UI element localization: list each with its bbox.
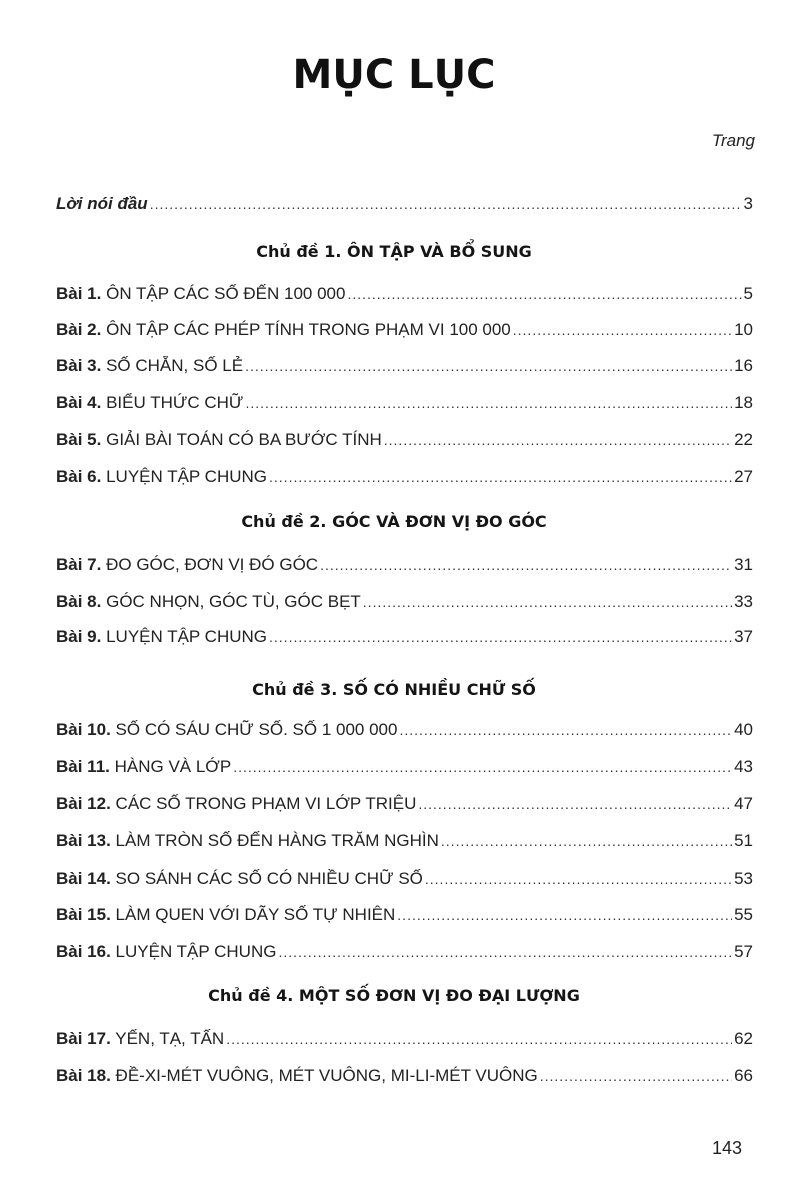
lesson-title: LÀM QUEN VỚI DÃY SỐ TỰ NHIÊN	[115, 905, 396, 924]
lesson-label: Bài 18.	[56, 1066, 111, 1085]
lesson-label: Bài 12.	[56, 794, 111, 813]
lesson-label: Bài 7.	[56, 555, 102, 574]
toc-entry[interactable]	[56, 720, 753, 744]
lesson-page: 10	[734, 320, 753, 339]
lesson-label: Bài 16.	[56, 942, 111, 961]
dot-leader	[233, 759, 732, 775]
lesson-title: LÀM TRÒN SỐ ĐẾN HÀNG TRĂM NGHÌN	[115, 831, 439, 850]
lesson-title: HÀNG VÀ LỚP	[114, 757, 232, 776]
dot-leader	[425, 871, 732, 887]
dot-leader	[441, 833, 732, 849]
toc-entry[interactable]	[56, 627, 753, 651]
lesson-title: LUYỆN TẬP CHUNG	[106, 467, 268, 486]
lesson-title: GÓC NHỌN, GÓC TÙ, GÓC BẸT	[106, 592, 361, 611]
dot-leader	[150, 196, 742, 212]
lesson-page: 66	[734, 1066, 753, 1085]
toc-entry[interactable]	[56, 869, 753, 893]
lesson-label: Bài 1.	[56, 284, 102, 303]
lesson-page: 40	[734, 720, 753, 739]
lesson-label: Bài 5.	[56, 430, 102, 449]
lesson-title: BIỂU THỨC CHỮ	[106, 393, 244, 412]
chapter-heading: Chủ đề 1. ÔN TẬP VÀ BỔ SUNG	[256, 242, 532, 261]
chapter-heading: Chủ đề 2. GÓC VÀ ĐƠN VỊ ĐO GÓC	[241, 512, 547, 531]
lesson-title: ĐỀ-XI-MÉT VUÔNG, MÉT VUÔNG, MI-LI-MÉT VUÔNG	[115, 1066, 538, 1085]
lesson-page: 31	[734, 555, 753, 574]
toc-entry[interactable]	[56, 555, 753, 579]
toc-entry[interactable]	[56, 905, 753, 929]
toc-entry[interactable]	[56, 1029, 753, 1053]
lesson-page: 55	[734, 905, 753, 924]
lesson-page: 62	[734, 1029, 753, 1048]
lesson-page: 51	[734, 831, 753, 850]
lesson-page: 22	[734, 430, 753, 449]
lesson-title: GIẢI BÀI TOÁN CÓ BA BƯỚC TÍNH	[106, 430, 382, 449]
toc-entry-intro[interactable]	[56, 194, 753, 218]
lesson-label: Bài 10.	[56, 720, 111, 739]
lesson-title: CÁC SỐ TRONG PHẠM VI LỚP TRIỆU	[115, 794, 417, 813]
lesson-page: 18	[734, 393, 753, 412]
lesson-title: LUYỆN TẬP CHUNG	[115, 942, 277, 961]
dot-leader	[245, 358, 732, 374]
page-column-label: Trang	[711, 131, 755, 150]
lesson-title: ĐO GÓC, ĐƠN VỊ ĐÓ GÓC	[106, 555, 319, 574]
page-number: 143	[711, 1138, 742, 1158]
lesson-page: 5	[743, 284, 753, 303]
lesson-label: Bài 17.	[56, 1029, 111, 1048]
lesson-page: 53	[734, 869, 753, 888]
lesson-title: ÔN TẬP CÁC SỐ ĐẾN 100 000	[106, 284, 346, 303]
lesson-label: Bài 11.	[56, 757, 110, 776]
chapter-heading: Chủ đề 3. SỐ CÓ NHIỀU CHỮ SỐ	[252, 680, 536, 699]
dot-leader	[397, 907, 732, 923]
lesson-label: Bài 9.	[56, 627, 102, 646]
lesson-label: Bài 13.	[56, 831, 111, 850]
page-title: MỤC LỤC	[292, 52, 496, 98]
dot-leader	[540, 1068, 732, 1084]
toc-entry[interactable]	[56, 320, 753, 344]
toc-entry[interactable]	[56, 831, 753, 855]
dot-leader	[226, 1031, 732, 1047]
toc-entry[interactable]	[56, 1066, 753, 1090]
dot-leader	[269, 629, 732, 645]
toc-entry[interactable]	[56, 393, 753, 417]
toc-entry[interactable]	[56, 592, 753, 616]
toc-entry[interactable]	[56, 284, 753, 308]
dot-leader	[384, 432, 732, 448]
dot-leader	[269, 469, 732, 485]
dot-leader	[245, 395, 732, 411]
toc-entry[interactable]	[56, 794, 753, 818]
toc-entry[interactable]	[56, 467, 753, 491]
toc-entry[interactable]	[56, 356, 753, 380]
dot-leader	[278, 944, 732, 960]
chapter-heading: Chủ đề 4. MỘT SỐ ĐƠN VỊ ĐO ĐẠI LƯỢNG	[208, 986, 580, 1005]
lesson-page: 37	[734, 627, 753, 646]
lesson-title: LUYỆN TẬP CHUNG	[106, 627, 268, 646]
lesson-page: 43	[734, 757, 753, 776]
lesson-title: YẾN, TẠ, TẤN	[115, 1029, 225, 1048]
lesson-page: 27	[734, 467, 753, 486]
lesson-label: Bài 4.	[56, 393, 102, 412]
entry-title: Lời nói đầu	[56, 194, 148, 213]
lesson-title: SỐ CÓ SÁU CHỮ SỐ. SỐ 1 000 000	[115, 720, 398, 739]
toc-entry[interactable]	[56, 430, 753, 454]
dot-leader	[347, 286, 741, 302]
lesson-label: Bài 15.	[56, 905, 111, 924]
entry-page: 3	[743, 194, 753, 213]
lesson-page: 16	[734, 356, 753, 375]
lesson-label: Bài 2.	[56, 320, 102, 339]
dot-leader	[320, 557, 732, 573]
lesson-title: ÔN TẬP CÁC PHÉP TÍNH TRONG PHẠM VI 100 000	[106, 320, 511, 339]
lesson-title: SỐ CHẴN, SỐ LẺ	[106, 356, 244, 375]
lesson-label: Bài 6.	[56, 467, 102, 486]
dot-leader	[363, 594, 732, 610]
dot-leader	[513, 322, 732, 338]
lesson-label: Bài 8.	[56, 592, 102, 611]
dot-leader	[399, 722, 732, 738]
lesson-page: 33	[734, 592, 753, 611]
dot-leader	[418, 796, 732, 812]
lesson-title: SO SÁNH CÁC SỐ CÓ NHIỀU CHỮ SỐ	[115, 869, 423, 888]
lesson-page: 47	[734, 794, 753, 813]
lesson-label: Bài 3.	[56, 356, 102, 375]
lesson-page: 57	[734, 942, 753, 961]
toc-entry[interactable]	[56, 757, 753, 781]
toc-entry[interactable]	[56, 942, 753, 966]
lesson-label: Bài 14.	[56, 869, 111, 888]
